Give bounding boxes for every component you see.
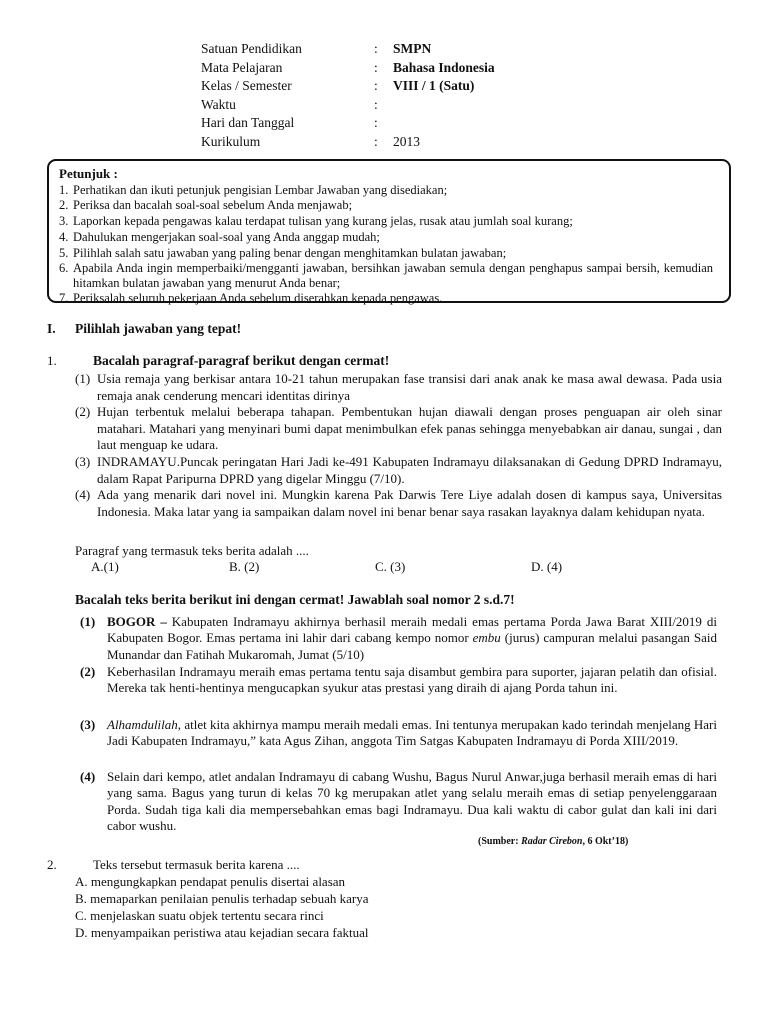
instruction-number: 5. <box>59 246 69 260</box>
answer-option-a[interactable]: A.(1) <box>91 559 119 574</box>
instruction-number: 2. <box>59 198 69 212</box>
news-lead: BOGOR – <box>107 614 167 629</box>
header-value: 2013 <box>393 134 420 149</box>
source-citation <box>478 836 628 848</box>
header-value: VIII / 1 (Satu) <box>393 78 475 93</box>
paragraph-text: Hujan terbentuk melalui beberapa tahapan. Pembentukan hujan diawali dengan proses penguapan air oleh sinar matahari. Matahari yang menyinari bumi dapat menimbulkan efek panas sehingga menyebabkan air danau, sungai , dan laut menguap ke udara. <box>97 404 722 452</box>
paragraph-text: INDRAMAYU.Puncak peringatan Hari Jadi ke-491 Kabupaten Indramayu dilaksanakan di Gedung DPRD Indramayu, dalam Rapat Paripurna DPRD yang digelar Minggu (7/10). <box>97 454 722 486</box>
paragraph-number: (2) <box>75 404 91 419</box>
paragraph-item <box>75 454 722 487</box>
instruction-number: 6. <box>59 261 69 275</box>
instruction-number: 4. <box>59 230 69 244</box>
question-number: 1. <box>47 353 57 368</box>
header-label: Kelas / Semester <box>201 78 292 93</box>
header-colon: : <box>374 115 378 130</box>
paragraph-number: (4) <box>75 487 91 502</box>
header-label: Mata Pelajaran <box>201 60 283 75</box>
paragraph-item <box>75 371 722 404</box>
news-text-part: (jurus) campuran melalui pasangan Said Munandar dan Fatihah Mukaromah, Jumat (5/10) <box>107 630 717 662</box>
header-value: SMPN <box>393 41 432 56</box>
instruction-text: Apabila Anda ingin memperbaiki/mengganti jawaban, bersihkan jawaban semula dengan penghapus sampai bersih, kemudian hitamkan bulatan jawaban yang menurut Anda benar; <box>73 261 713 290</box>
paragraph-text: Ada yang menarik dari novel ini. Mungkin karena Pak Darwis Tere Liye adalah dosen di kampus saya, Universitas Indonesia. Maka latar yang ia sampaikan dalam novel ini benar benar saya rasakan layaknya dalam kehidupan nyata. <box>97 487 722 519</box>
paragraph-item <box>75 404 722 454</box>
instruction-text: Laporkan kepada pengawas kalau terdapat tulisan yang kurang jelas, rusak atau jumlah soal kurang; <box>73 214 573 228</box>
instruction-number: 7. <box>59 291 69 305</box>
answer-option-c[interactable]: C. menjelaskan suatu objek tertentu secara rinci <box>75 908 324 923</box>
header-colon: : <box>374 60 378 75</box>
reading-instruction: Bacalah teks berita berikut ini dengan cermat! Jawablah soal nomor 2 s.d.7! <box>75 592 515 607</box>
news-text: Selain dari kempo, atlet andalan Indramayu di cabang Wushu, Bagus Nurul Anwar,juga berhasil meraih emas di hari yang sama. Bagus yang turun di kelas 70 kg merupakan atlet yang selalu meraih emas di setiap penyelenggaraan Porda. Sudah tiga kali dia mempersebahkan emas bagi Indramayu. Dua kali waktu di cabor gulat dan kali ini dari cabor wushu. <box>107 769 717 833</box>
header-colon: : <box>374 134 378 149</box>
section-number: I. <box>47 321 56 336</box>
answer-option-c[interactable]: C. (3) <box>375 559 406 574</box>
question-number: 2. <box>47 857 57 872</box>
header-label: Kurikulum <box>201 134 261 149</box>
answer-option-d[interactable]: D. (4) <box>531 559 563 574</box>
news-text <box>107 614 717 663</box>
news-number: (3) <box>80 717 96 732</box>
paragraph-number: (1) <box>75 371 91 386</box>
instructions-box <box>47 159 731 303</box>
instruction-number: 1. <box>59 183 69 197</box>
header-colon: : <box>374 97 378 112</box>
news-item <box>80 664 717 697</box>
news-number: (1) <box>80 614 96 629</box>
news-item <box>80 614 717 663</box>
answer-option-b[interactable]: B. (2) <box>229 559 260 574</box>
source-suffix: , 6 Okt’18) <box>582 836 629 847</box>
news-number: (4) <box>80 769 96 784</box>
question-text: Teks tersebut termasuk berita karena .... <box>93 857 300 872</box>
question-text: Paragraf yang termasuk teks berita adalah .... <box>75 543 309 558</box>
section-title: Pilihlah jawaban yang tepat! <box>75 321 242 336</box>
instruction-number: 3. <box>59 214 69 228</box>
news-emphasis: embu <box>472 630 501 646</box>
header-label: Waktu <box>201 97 236 112</box>
header-value: Bahasa Indonesia <box>393 60 495 75</box>
header-colon: : <box>374 41 378 56</box>
header-label: Satuan Pendidikan <box>201 41 302 56</box>
instruction-text: Pilihlah salah satu jawaban yang paling benar dengan menghitamkan bulatan jawaban; <box>73 246 507 260</box>
instruction-text: Perhatikan dan ikuti petunjuk pengisian Lembar Jawaban yang disediakan; <box>73 183 448 197</box>
answer-option-d[interactable]: D. menyampaikan peristiwa atau kejadian secara faktual <box>75 925 369 940</box>
news-emphasis: Alhamdulilah <box>107 717 178 732</box>
answer-option-b[interactable]: B. memaparkan penilaian penulis terhadap sebuah karya <box>75 891 369 906</box>
news-item <box>80 769 717 834</box>
instructions-title: Petunjuk : <box>59 166 118 181</box>
news-text-part: , atlet kita akhirnya mampu meraih medali emas. Ini tentunya merupakan kado terindah menjelang Hari Jadi Kabupaten Indramayu,” kata Agus Zihan, anggota Tim Satgas Kabupaten Indramayu di Porda XIII/2019. <box>107 717 717 749</box>
source-name: Radar Cirebon <box>521 836 583 847</box>
instruction-text: Periksa dan bacalah soal-soal sebelum Anda menjawab; <box>73 198 353 212</box>
news-text-part: Kabupaten Indramayu akhirnya berhasil meraih medali emas pertama Porda Jawa Barat XIII/2019 di Kabupaten Bogor. Emas pertama ini lahir dari cabang kempo nomor <box>107 614 717 646</box>
source-prefix: (Sumber: <box>478 836 522 847</box>
instruction-text: Dahulukan mengerjakan soal-soal yang Anda anggap mudah; <box>73 230 380 244</box>
news-item <box>80 717 717 750</box>
header-label: Hari dan Tanggal <box>201 115 295 130</box>
question-instruction: Bacalah paragraf-paragraf berikut dengan cermat! <box>93 353 390 368</box>
news-text <box>107 717 717 750</box>
header-colon: : <box>374 78 378 93</box>
paragraph-number: (3) <box>75 454 91 469</box>
answer-option-a[interactable]: A. mengungkapkan pendapat penulis disertai alasan <box>75 874 346 889</box>
paragraph-text: Usia remaja yang berkisar antara 10-21 tahun merupakan fase transisi dari anak anak ke masa awal dewasa. Pada usia remaja anak cenderung mencari identitas dirinya <box>97 371 722 403</box>
paragraph-item <box>75 487 722 520</box>
news-number: (2) <box>80 664 96 679</box>
instruction-text: Periksalah seluruh pekerjaan Anda sebelum diserahkan kepada pengawas. <box>73 291 443 305</box>
news-text: Keberhasilan Indramayu meraih emas pertama tentu saja disambut gembira para suporter, jajaran pelatih dan ofisial. Mereka tak henti-hentinya mengucapkan syukur atas prestasi yang diraih di ajang Porda tahun ini. <box>107 664 717 696</box>
